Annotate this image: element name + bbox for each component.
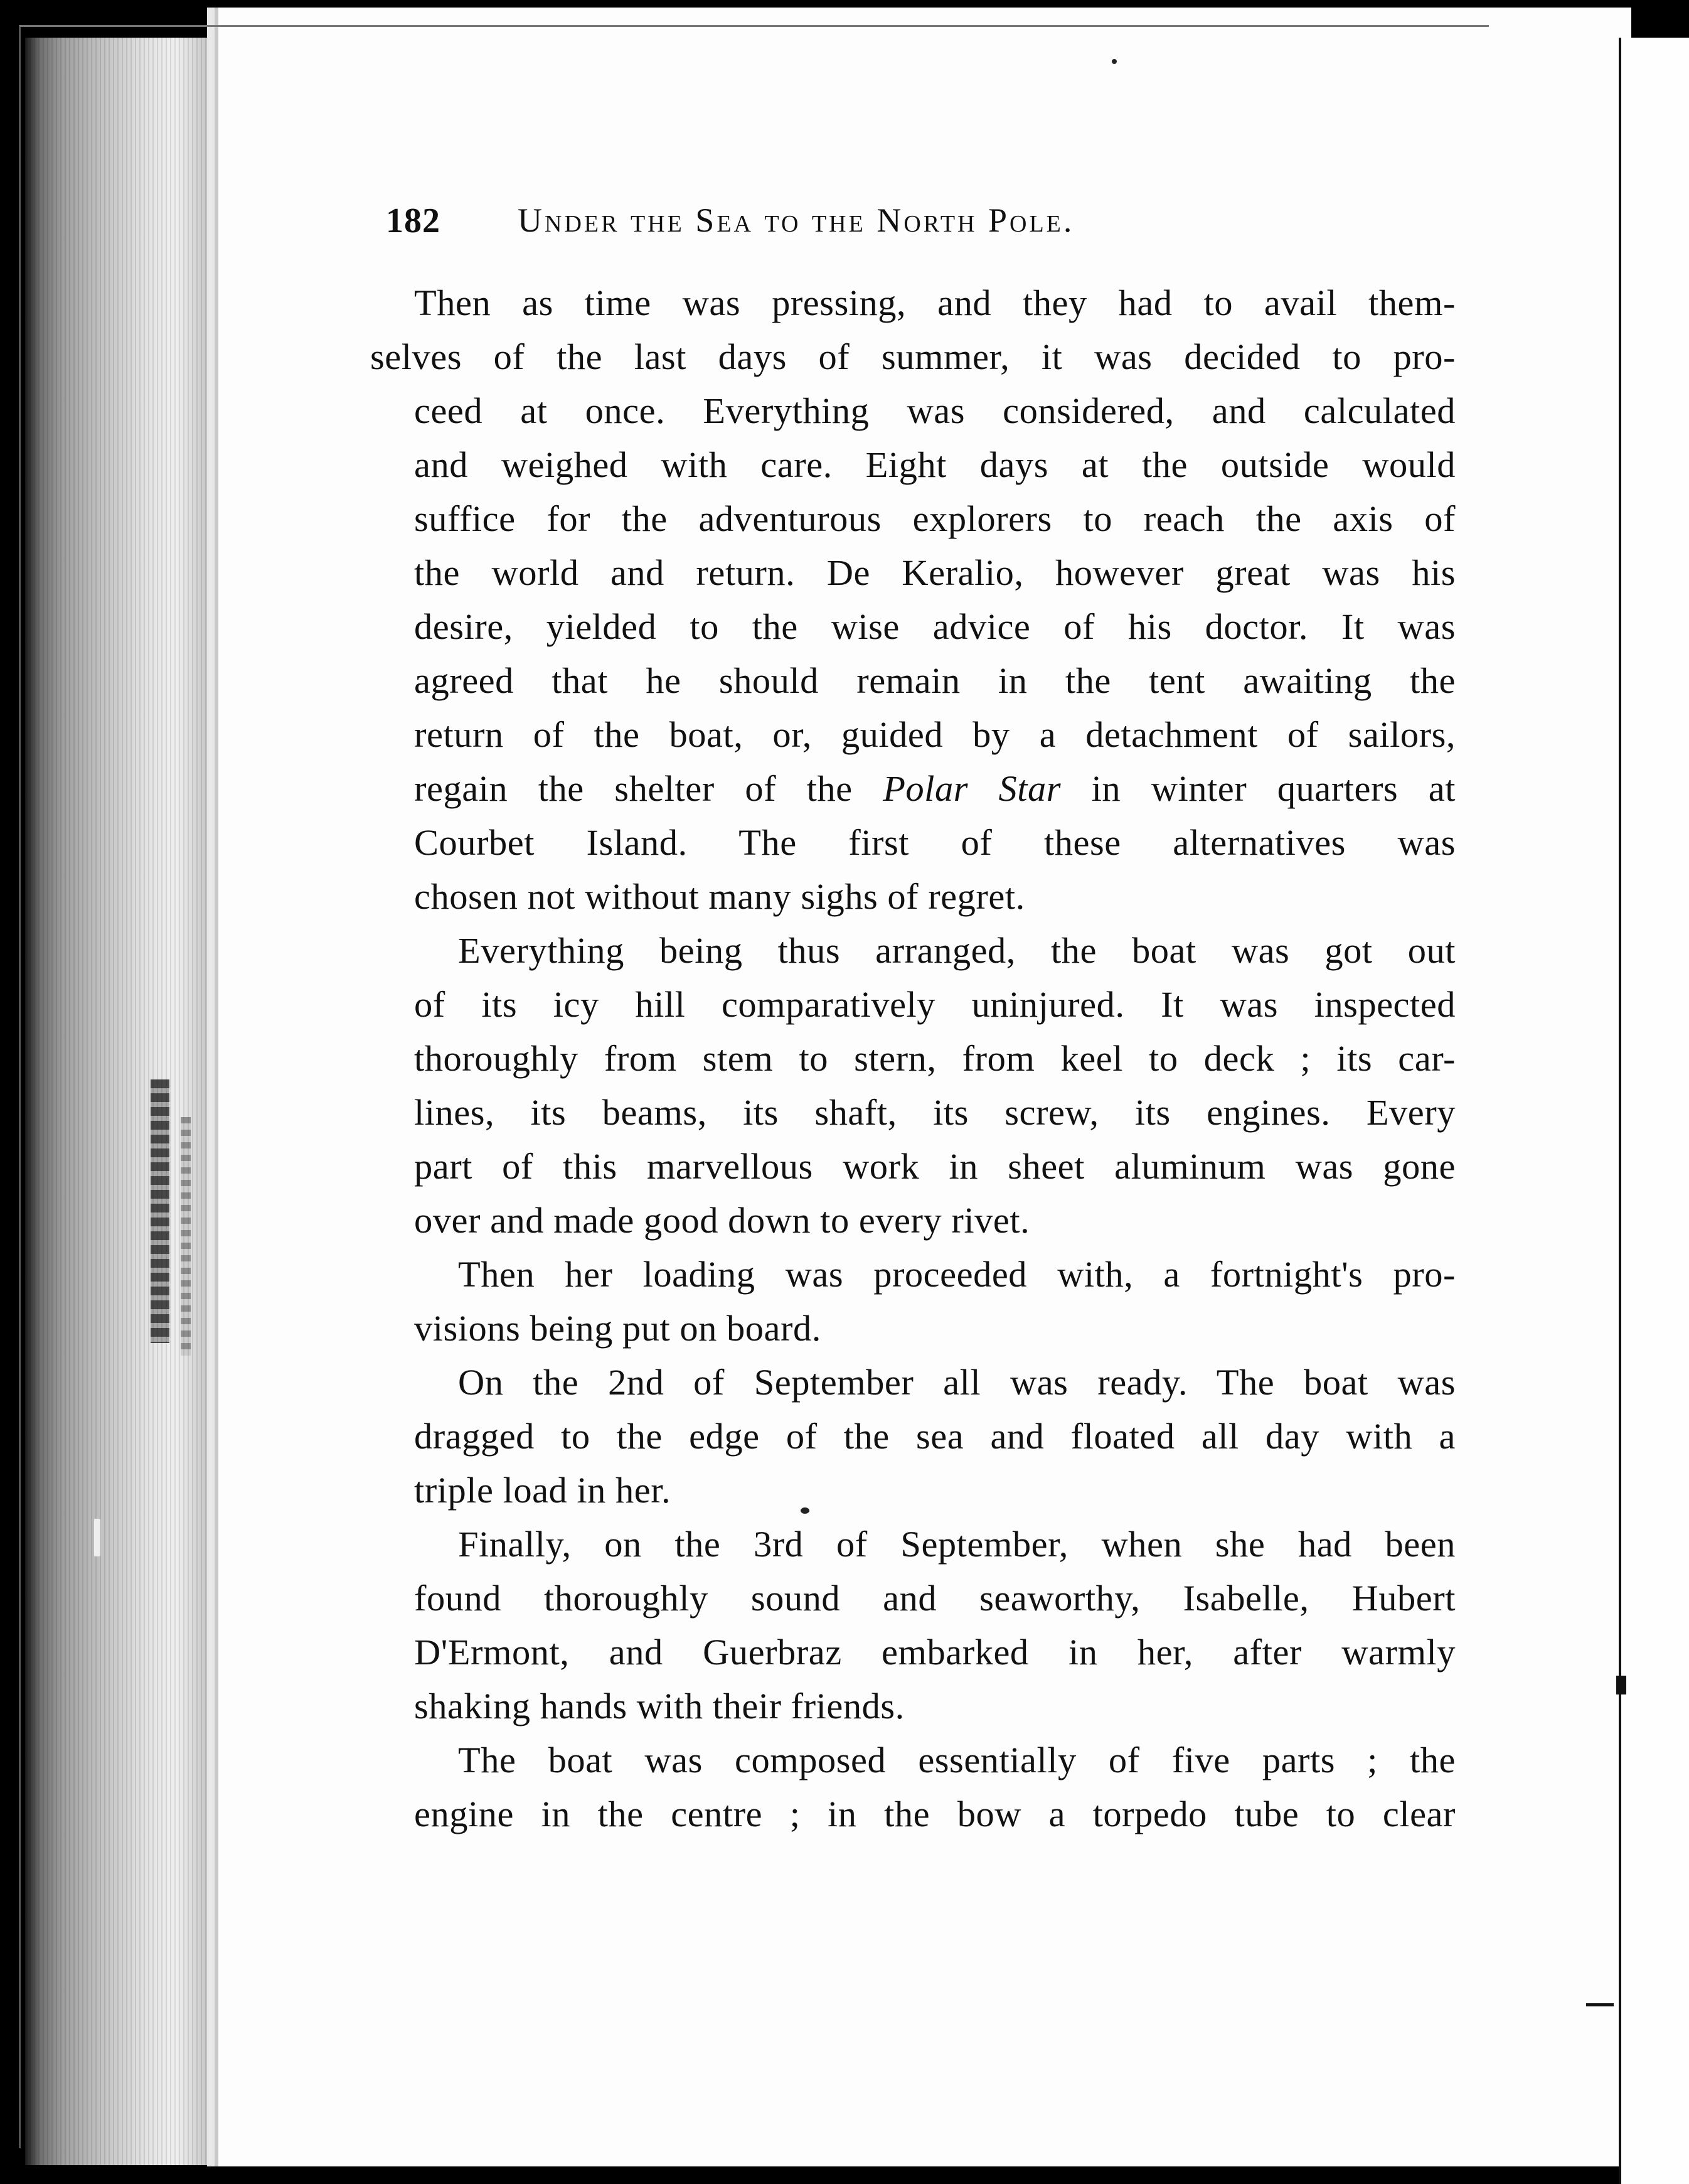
paragraph bbox=[370, 1248, 1456, 1356]
text-line: found thoroughly sound and seaworthy, Isabelle, Hubert bbox=[414, 1578, 1456, 1619]
text-line: lines, its beams, its shaft, its screw, its engines. Every bbox=[414, 1092, 1456, 1133]
text-line: selves of the last days of summer, it was decided to pro- bbox=[370, 336, 1456, 377]
ship-name: Polar Star bbox=[883, 768, 1062, 809]
text-line: suffice for the adventurous explorers to reach the axis of bbox=[414, 498, 1456, 539]
paragraph bbox=[370, 1518, 1456, 1733]
text-line: agreed that he should remain in the tent awaiting the bbox=[414, 660, 1456, 701]
text-line: On the 2nd of September all was ready. The boat was bbox=[458, 1362, 1456, 1403]
text-line: ceed at once. Everything was considered, and calculated bbox=[414, 390, 1456, 431]
page-header bbox=[386, 201, 1327, 251]
text-line-italic bbox=[370, 762, 1456, 816]
facing-page-edge bbox=[1619, 38, 1689, 2184]
text-line: return of the boat, or, guided by a detachment of sailors, bbox=[414, 714, 1456, 755]
text-line: part of this marvellous work in sheet aluminum was gone bbox=[414, 1146, 1456, 1187]
ink-speck bbox=[1112, 59, 1117, 64]
line-suffix: in winter quarters at bbox=[1091, 768, 1456, 809]
text-line: D'Ermont, and Guerbraz embarked in her, after warmly bbox=[414, 1632, 1456, 1673]
text-line: Then her loading was proceeded with, a fortnight's pro- bbox=[458, 1254, 1456, 1295]
text-line: over and made good down to every rivet. bbox=[414, 1200, 1030, 1241]
margin-mark bbox=[1616, 1676, 1626, 1694]
text-line: shaking hands with their friends. bbox=[414, 1686, 905, 1726]
page-number: 182 bbox=[386, 201, 440, 240]
library-stamp bbox=[151, 1079, 169, 1343]
text-line: desire, yielded to the wise advice of his doctor. It was bbox=[414, 606, 1456, 647]
body-text bbox=[370, 276, 1456, 1841]
text-line: The boat was composed essentially of five parts ; the bbox=[458, 1740, 1456, 1780]
text-line: Finally, on the 3rd of September, when she had been bbox=[458, 1524, 1456, 1565]
text-line: of its icy hill comparatively uninjured. It was inspected bbox=[414, 984, 1456, 1025]
text-line: Courbet Island. The first of these alternatives was bbox=[414, 822, 1456, 863]
paragraph bbox=[370, 276, 1456, 924]
paragraph bbox=[370, 924, 1456, 1248]
library-stamp-secondary bbox=[181, 1117, 191, 1356]
text-line: visions being put on board. bbox=[414, 1308, 821, 1349]
text-line: chosen not without many sighs of regret. bbox=[414, 876, 1025, 917]
paragraph bbox=[370, 1356, 1456, 1518]
text-line: thoroughly from stem to stern, from keel to deck ; its car- bbox=[414, 1038, 1456, 1079]
line-prefix: regain the shelter of the bbox=[414, 768, 853, 809]
text-line: dragged to the edge of the sea and floated all day with a bbox=[414, 1416, 1456, 1457]
text-line: and weighed with care. Eight days at the outside would bbox=[414, 444, 1456, 485]
margin-mark bbox=[1586, 2003, 1614, 2006]
text-line: Everything being thus arranged, the boat was got out bbox=[458, 930, 1456, 971]
running-title: Under the Sea to the North Pole. bbox=[518, 201, 1075, 239]
paragraph bbox=[370, 1733, 1456, 1841]
margin-mark bbox=[1619, 966, 1621, 1004]
book-page-edges bbox=[25, 38, 213, 2165]
text-line: triple load in her. bbox=[414, 1470, 671, 1511]
text-line: engine in the centre ; in the bow a torpedo tube to clear bbox=[414, 1794, 1456, 1834]
text-line: Then as time was pressing, and they had to avail them- bbox=[414, 282, 1456, 323]
text-line: the world and return. De Keralio, however great was his bbox=[414, 552, 1456, 593]
ink-speck bbox=[94, 1519, 100, 1556]
